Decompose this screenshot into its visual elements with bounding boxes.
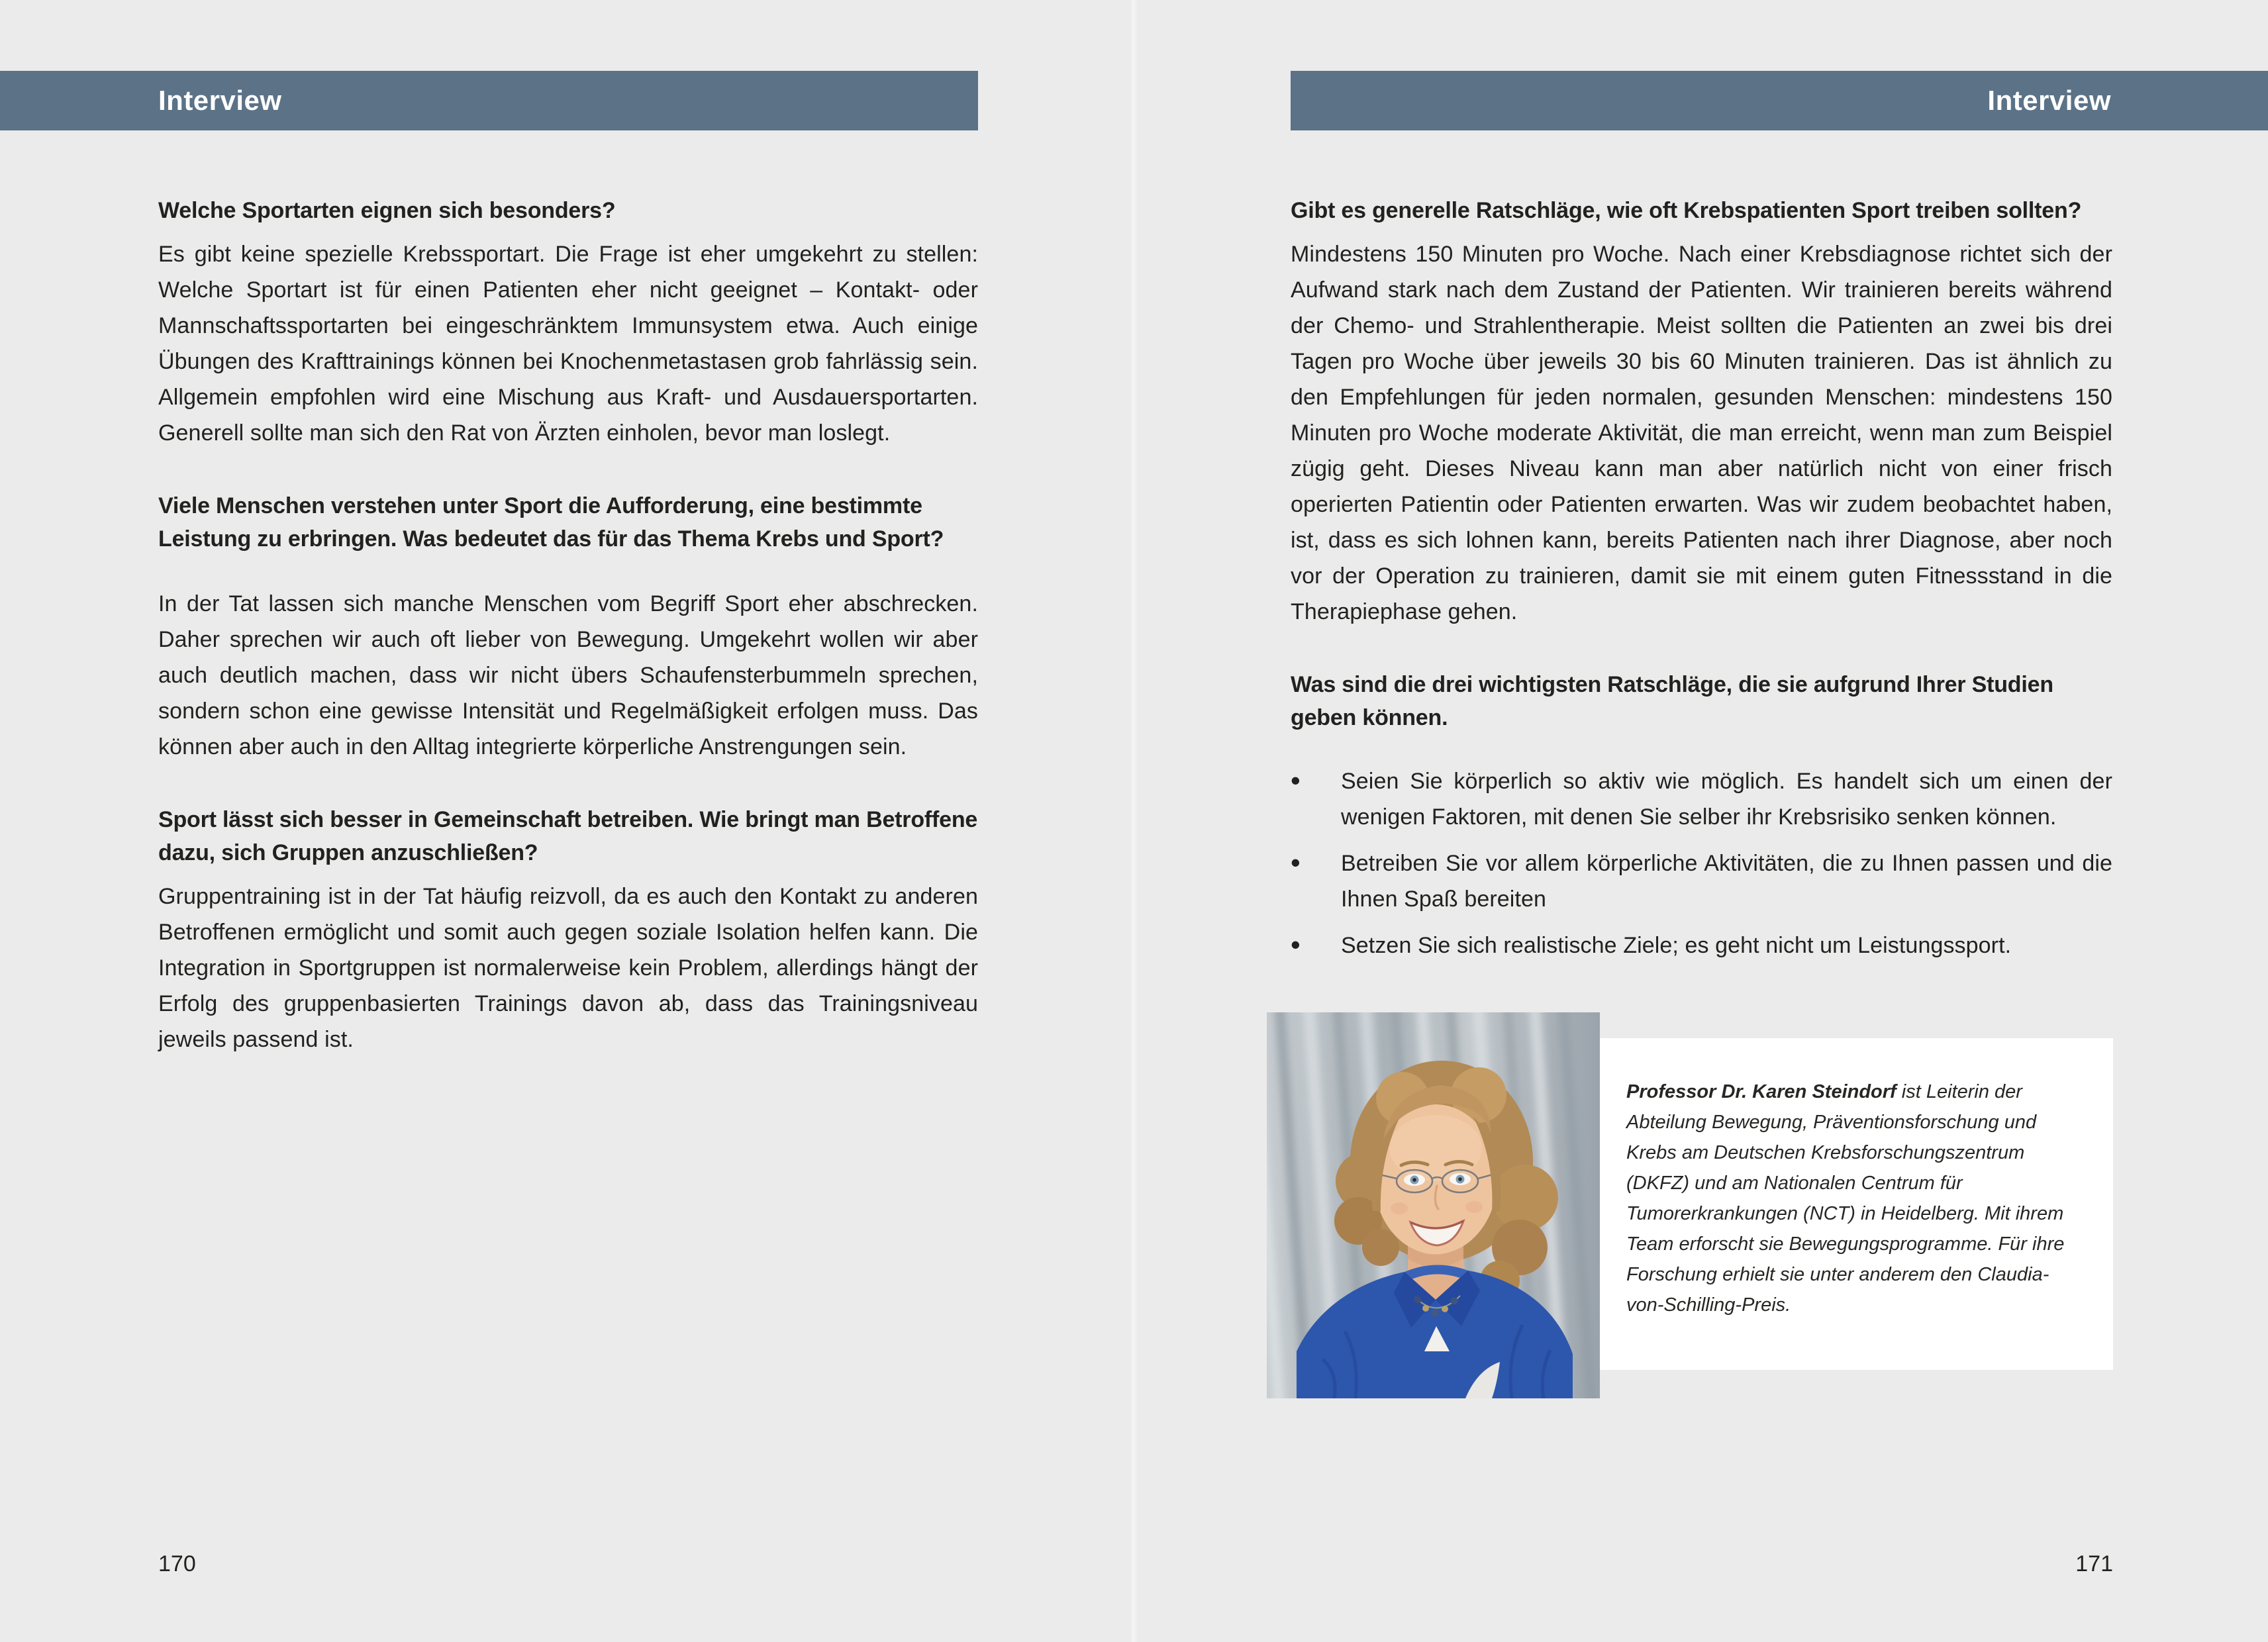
bullet-text: Setzen Sie sich realistische Ziele; es geht nicht um Leistungssport. [1341, 933, 2012, 958]
bio-name: Professor Dr. Karen Steindorf [1626, 1081, 1897, 1102]
right-page-number: 171 [2075, 1551, 2113, 1576]
bio-text: ist Leiterin der Abteilung Bewegung, Präventionsforschung und Krebs am Deutschen Krebsforschungszentrum (DKFZ) und am Nationalen Centrum für Tumorerkrankungen (NCT) in Heidelberg. Mit ihrem Team erforscht sie Bewegungsprogramme. Für ihre Forschung erhielt sie unter anderem den Claudia-von-Schilling-Preis. [1626, 1081, 2065, 1316]
qa-section [158, 803, 978, 1057]
answer-paragraph: Es gibt keine spezielle Krebssportart. Die Frage ist eher umgekehrt zu stellen: Welche Sportart ist für einen Patienten eher nicht geeignet – Kontakt- oder Mannschaftssportarten bei eingeschränktem Immunsystem etwa. Auch einige Übungen des Krafttrainings können bei Knochenmetastasen grob fahrlässig sein. Allgemein empfohlen wird eine Mischung aus Kraft- und Ausdauersportarten. Generell sollte man sich den Rat von Ärzten einholen, bevor man loslegt. [158, 242, 978, 446]
list-item [1291, 845, 2112, 917]
question-heading: Welche Sportarten eignen sich besonders? [158, 198, 616, 223]
qa-section [158, 489, 978, 765]
question-heading: Viele Menschen verstehen unter Sport die Aufforderung, eine bestimmte Leistung zu erbringen. Was bedeutet das für das Thema Krebs und Sport? [158, 493, 944, 552]
left-page-number: 170 [158, 1551, 196, 1576]
left-header-band [0, 71, 978, 130]
bio-box [1600, 1038, 2113, 1370]
answer-paragraph: In der Tat lassen sich manche Menschen vom Begriff Sport eher abschrecken. Daher sprechen wir auch oft lieber von Bewegung. Umgekehrt wollen wir aber auch deutlich machen, dass wir nicht übers Schaufensterbummeln sprechen, sondern schon eine gewisse Intensität und Regelmäßigkeit erfolgen muss. Das können aber auch in den Alltag integrierte körperliche Anstrengungen sein. [158, 591, 978, 759]
qa-section [158, 194, 978, 451]
bullet-text: Seien Sie körperlich so aktiv wie möglich. Es handelt sich um einen der wenigen Faktoren, mit denen Sie selber ihr Krebsrisiko senken können. [1341, 769, 2112, 830]
right-page-column [1291, 194, 2112, 974]
bullet-text: Betreiben Sie vor allem körperliche Aktivitäten, die zu Ihnen passen und die Ihnen Spaß bereiten [1341, 851, 2112, 912]
right-header-label: Interview [1987, 85, 2111, 116]
bullet-icon: • [1291, 847, 1301, 878]
left-header-label: Interview [158, 85, 282, 116]
question-heading: Sport lässt sich besser in Gemeinschaft betreiben. Wie bringt man Betroffene dazu, sich Gruppen anzuschließen? [158, 807, 978, 865]
qa-section [1291, 668, 2112, 963]
portrait-photo [1267, 1012, 1600, 1398]
left-page-column [158, 194, 978, 1057]
answer-paragraph: Gruppentraining ist in der Tat häufig reizvoll, da es auch den Kontakt zu anderen Betroffenen ermöglicht und somit auch gegen soziale Isolation helfen kann. Die Integration in Sportgruppen ist normalerweise kein Problem, allerdings hängt der Erfolg des gruppenbasierten Trainings davon ab, dass das Trainingsniveau jeweils passend ist. [158, 884, 978, 1052]
advice-bullet-list [1291, 763, 2112, 963]
page-gutter-seam [1130, 0, 1138, 1642]
answer-paragraph: Mindestens 150 Minuten pro Woche. Nach einer Krebsdiagnose richtet sich der Aufwand stark nach dem Zustand der Patienten. Wir trainieren bereits während der Chemo- und Strahlentherapie. Meist sollten die Patienten an zwei bis drei Tagen pro Woche über jeweils 30 bis 60 Minuten trainieren. Das ist ähnlich zu den Empfehlungen für jeden normalen, gesunden Menschen: mindestens 150 Minuten pro Woche moderate Aktivität, die man erreicht, wenn man zum Beispiel zügig geht. Dieses Niveau kann man aber natürlich nicht von einer frisch operierten Patientin oder Patienten erwarten. Was wir zudem beobachtet haben, ist, dass es sich lohnen kann, bereits Patienten nach ihrer Diagnose, aber noch vor der Operation zu trainieren, damit sie mit einem guten Fitnessstand in die Therapiephase gehen. [1291, 242, 2112, 624]
bullet-icon: • [1291, 929, 1301, 960]
question-heading: Gibt es generelle Ratschläge, wie oft Krebspatienten Sport treiben sollten? [1291, 198, 2082, 223]
list-item [1291, 928, 2112, 963]
bullet-icon: • [1291, 765, 1301, 796]
list-item [1291, 763, 2112, 835]
qa-section [1291, 194, 2112, 630]
right-header-band [1291, 71, 2268, 130]
question-heading: Was sind die drei wichtigsten Ratschläge, die sie aufgrund Ihrer Studien geben können. [1291, 672, 2053, 730]
